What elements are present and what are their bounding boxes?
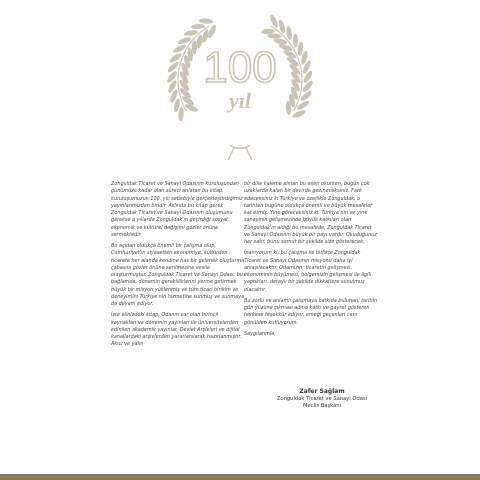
left-text-column — [111, 181, 245, 353]
signer-organization: Zonguldak Ticaret ve Sanayi Odası — [276, 396, 368, 402]
paragraph: İşte elinizdeki kitap, Odanın var olan birincil kaynakları ve dönemin yayınları ile üniversitelerden edinilen akademik yayınlar, Devlet Arşivleri ve dijital kanallardaki arşivlerden yararlanılarak hazırlanmıştır. Akıcı ve yalın — [111, 312, 242, 348]
logo-100-yil — [150, 0, 330, 175]
right-text-column — [244, 181, 378, 342]
paragraph: Bu açıdan oldukça önemli bir çalışma olup, Cumhuriyet'in siyasetten ekonomiye, kültürden ticarete her alanda kendine has bir gelenek oluşturma çabasını gözler önüne serilmesine vesile oluşturmuştur. Zonguldak Ticaret ve Sanayi Odası, bu bağlamda, dönemin gerekliliklerini yerine getirmek büyük bir misyon yüklenmiş ve tüm ticari birikim ve deneyimini Türkiye'nin hizmetine sunmuş ve sunmaya da devam ediyor. — [111, 243, 245, 307]
bottom-accent-bar — [0, 474, 480, 480]
signature-block — [262, 388, 382, 410]
signer-name: Zafer Sağlam — [299, 388, 345, 395]
paragraph: İnanıyorum ki, bu çalışma ile birlikte Zonguldak Ticaret ve Sanayi Odasının misyonu daha iyi anlaşılacaktır. Odamızın; ticaretin gelişmesi, ekonominin büyümesi, bölgemizin gelişmesi ile ilgili yaptıkları, detaylı bir şekilde dikkatlere sunulmuş olacaktır. — [244, 250, 372, 293]
closing-salutation: Saygılarımla, — [244, 330, 276, 337]
paragraph: Bu zorlu ve anlamlı çalışmaya katkıda bulunan, tarihin gün yüzüne çıkması adına katkı ve gayret gösteren herkese teşekkür ediyor, emeği geçenleri canı gönülden kutluyorum. — [244, 297, 378, 326]
paragraph: bir dille kaleme alınan bu eseri okurken, bugün çok uzaklarda kalan bir devirde gezineceksiniz. Fark edeceksiniz ki Türkiye ve özellikle Zonguldak, o tarihten bugüne oldukça önemli ve büyük mesafeler kat etmiş. Yine göreceksiniz ki, Türkiye'nin ve yine sanayinin gelişmesinde büyük katkıları olan Zonguldak'ın aldığı bu mesafede, Zonguldak Ticaret ve Sanayi Odasının büyük bir payı vardır. Okuduğunuz her satır, bunu somut bir şekilde size gösterecek. — [244, 181, 377, 245]
signer-title: Meclis Başkanı — [302, 403, 341, 409]
logo-number: 100 — [203, 43, 277, 92]
paragraph: Zonguldak Ticaret ve Sanayi Odasının kuruluşundan günümüze kadar olan süreci anlatan bu kitap, kuruluşumuzun 100. yılı sebebiyle gerçekleştirdiğimiz yayınlarımızdan biridir. Aslında bu kitap gerek Zonguldak Ticaret ve Sanayi Odasının oluşumunu gerekse o yıllarda Zonguldak'ın geçirdiği sosyal, ekonomik ve kültürel değişimi gözler önüne sermektedir. — [111, 181, 243, 238]
logo-word: yıl — [229, 88, 251, 113]
